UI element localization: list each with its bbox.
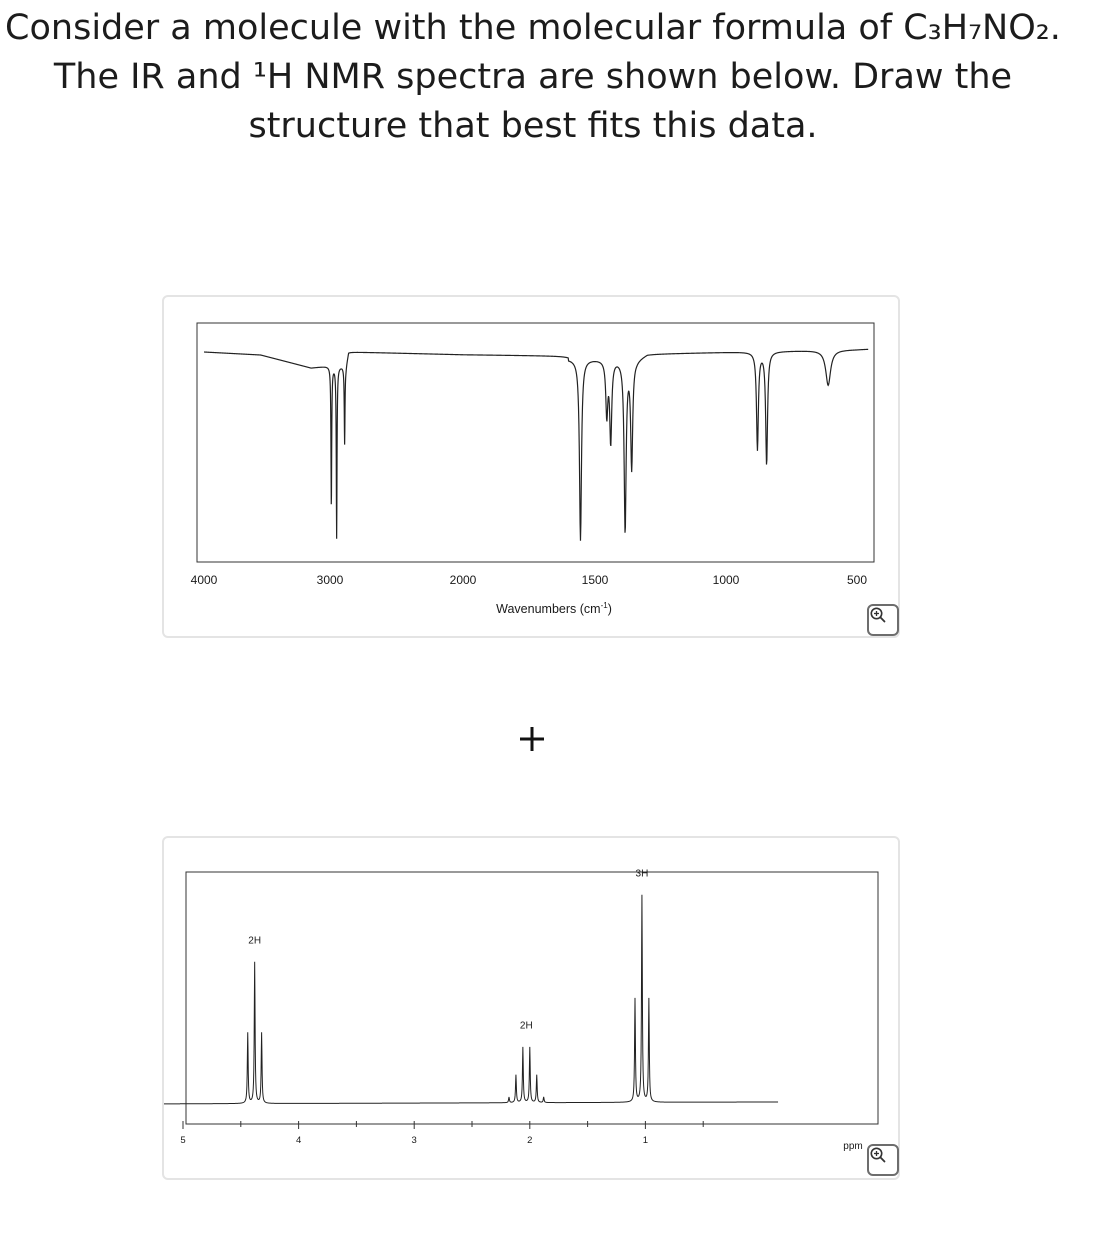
nmr-integration-label: 3H: [635, 868, 649, 880]
ir-zoom-button[interactable]: [867, 604, 899, 636]
nmr-spectrum-trace: [164, 895, 778, 1104]
nmr-x-axis-label: ppm: [843, 1141, 863, 1152]
nmr-spectrum-card: [162, 836, 900, 1180]
ir-x-tick-label: 4000: [190, 573, 218, 587]
nmr-x-tick-label: 1: [642, 1135, 649, 1146]
ir-x-axis-label: Wavenumbers $(cm^{-1})$: [496, 601, 612, 616]
question-line-2: The IR and ¹H NMR spectra are shown below. Draw the: [53, 57, 1013, 97]
nmr-x-tick-label: 5: [180, 1135, 186, 1146]
ir-spectrum-trace: [204, 349, 868, 540]
nmr-x-tick-label: 3: [411, 1135, 417, 1146]
ir-x-tick-label: 1000: [712, 573, 740, 587]
zoom-in-icon: [869, 1146, 887, 1164]
question-text: [0, 4, 1066, 151]
ir-spectrum-chart: [164, 297, 900, 638]
ir-x-tick-label: 500: [846, 573, 868, 587]
ir-x-tick-label: 1500: [581, 573, 609, 587]
nmr-x-tick-label: 2: [527, 1135, 533, 1146]
question-line-1: Consider a molecule with the molecular formula of C₃H₇NO₂.: [5, 8, 1061, 48]
ir-x-tick-label: 3000: [316, 573, 344, 587]
zoom-in-icon: [869, 606, 887, 624]
question-line-3: structure that best fits this data.: [248, 106, 818, 146]
nmr-integration-label: 2H: [519, 1020, 533, 1032]
ir-plot-frame: [197, 323, 874, 562]
nmr-zoom-button[interactable]: [867, 1144, 899, 1176]
ir-spectrum-card: [162, 295, 900, 638]
nmr-plot-frame: [186, 872, 878, 1124]
nmr-integration-label: 2H: [248, 935, 262, 947]
nmr-x-tick-label: 4: [295, 1135, 302, 1146]
nmr-spectrum-chart: [164, 838, 900, 1180]
ir-x-tick-label: 2000: [449, 573, 477, 587]
add-button[interactable]: [512, 718, 552, 760]
plus-icon: [517, 724, 547, 754]
